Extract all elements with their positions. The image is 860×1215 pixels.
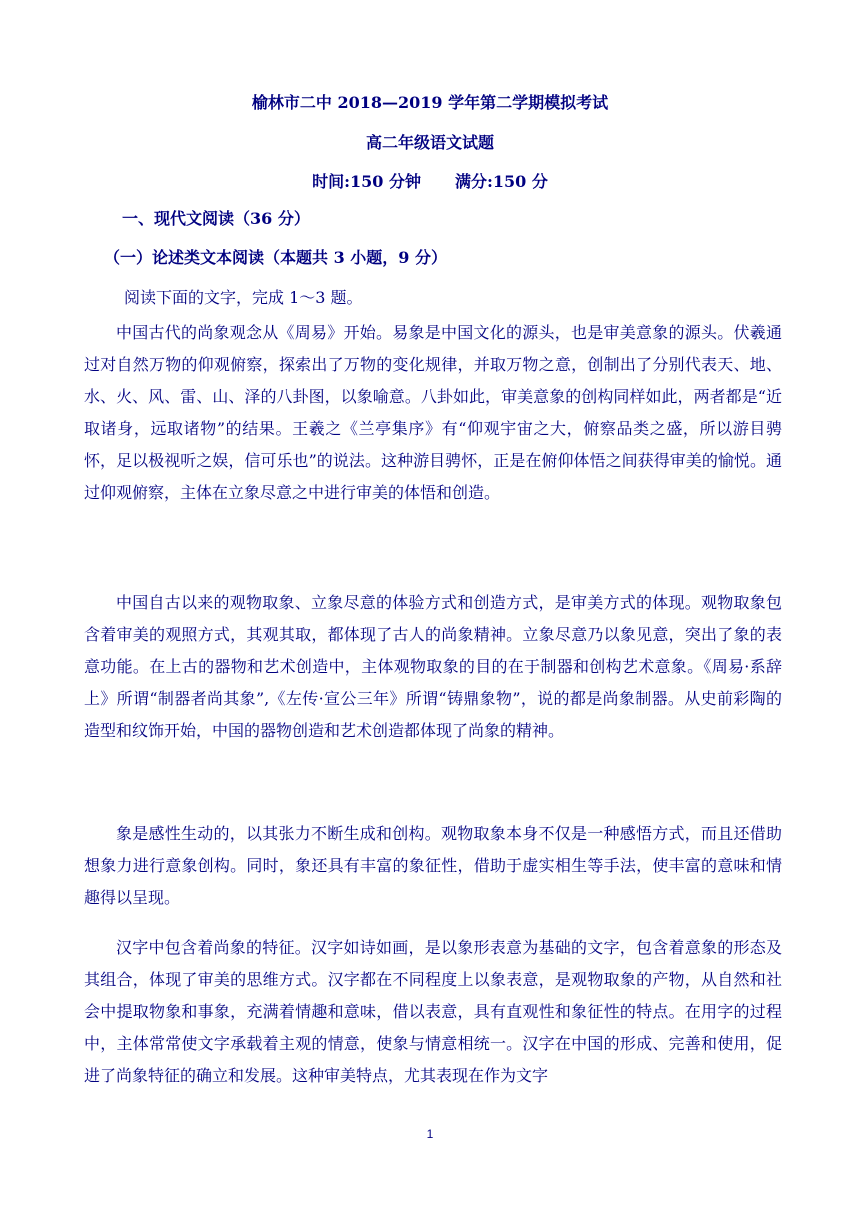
exam-score: 满分:150 分 — [455, 172, 548, 191]
exam-title: 榆林市二中 2018—2019 学年第二学期模拟考试 — [251, 93, 609, 112]
exam-time: 时间:150 分钟 — [312, 172, 421, 191]
passage-paragraph-4 — [84, 932, 782, 1092]
section-heading-modern-reading: 一、现代文阅读（36 分） — [122, 209, 310, 228]
paragraph-text: 中国自古以来的观物取象、立象尽意的体验方式和创造方式，是审美方式的体现。观物取象包含着审美的观照方式，其观其取，都体现了古人的尚象精神。立象尽意乃以象见意，突出了象的表意功能。在上古的器物和艺术创造中，主体观物取象的目的在于制器和创构艺术意象。《周易·系辞上》所谓“制器者尚其象”,《左传·宣公三年》所谓“铸鼎象物”，说的都是尚象制器。从史前彩陶的造型和纹饰开始，中国的器物创造和艺术创造都体现了尚象的精神。 — [84, 593, 782, 740]
passage-paragraph-1 — [84, 317, 782, 509]
exam-time-score — [0, 172, 860, 192]
reading-instruction: 阅读下面的文字，完成 1～3 题。 — [124, 288, 363, 307]
section-heading-argumentative-reading: （一）论述类文本阅读（本题共 3 小题，9 分） — [104, 248, 447, 267]
page-number: 1 — [426, 1127, 434, 1141]
paragraph-text: 中国古代的尚象观念从《周易》开始。易象是中国文化的源头，也是审美意象的源头。伏羲通过对自然万物的仰观俯察，探索出了万物的变化规律，并取万物之意，创制出了分别代表天、地、水、火、风、雷、山、泽的八卦图，以象喻意。八卦如此，审美意象的创构同样如此，两者都是“近取诸身，远取诸物”的结果。王羲之《兰亭集序》有“仰观宇宙之大，俯察品类之盛，所以游目骋怀，足以极视听之娱，信可乐也”的说法。这种游目骋怀，正是在俯仰体悟之间获得审美的愉悦。通过仰观俯察，主体在立象尽意之中进行审美的体悟和创造。 — [84, 323, 782, 502]
passage-paragraph-3 — [84, 818, 782, 914]
exam-subtitle: 高二年级语文试题 — [365, 133, 494, 152]
paragraph-text: 汉字中包含着尚象的特征。汉字如诗如画，是以象形表意为基础的文字，包含着意象的形态及其组合，体现了审美的思维方式。汉字都在不同程度上以象表意，是观物取象的产物，从自然和社会中提取物象和事象，充满着情趣和意味，借以表意，具有直观性和象征性的特点。在用字的过程中，主体常常使文字承载着主观的情意，使象与情意相统一。汉字在中国的形成、完善和使用，促进了尚象特征的确立和发展。这种审美特点，尤其表现在作为文字 — [84, 938, 782, 1085]
passage-paragraph-2 — [84, 587, 782, 747]
paragraph-text: 象是感性生动的，以其张力不断生成和创构。观物取象本身不仅是一种感悟方式，而且还借助想象力进行意象创构。同时，象还具有丰富的象征性，借助于虚实相生等手法，使丰富的意味和情趣得以呈现。 — [84, 824, 782, 907]
